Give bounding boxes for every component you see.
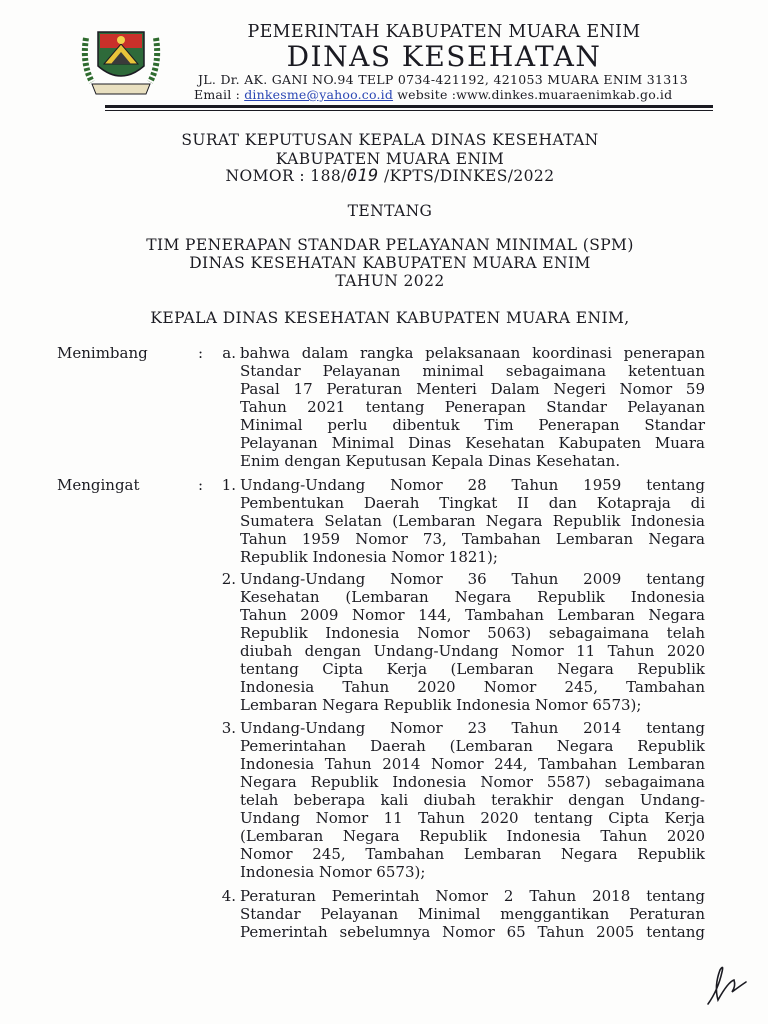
paragraph-line: Pelayanan Minimal Dinas Kesehatan Kabupaten Muara — [240, 434, 705, 452]
letterhead-rule-thick — [105, 105, 713, 108]
paragraph-line: Pemerintahan Daerah (Lembaran Negara Republik — [240, 737, 705, 755]
menimbang-colon: : — [198, 344, 204, 362]
agency-name: DINAS KESEHATAN — [286, 40, 602, 73]
paragraph-line: Tahun 2009 Nomor 144, Tambahan Lembaran Negara — [240, 606, 705, 624]
paragraph-line: Enim dengan Keputusan Kepala Dinas Kesehatan. — [240, 452, 621, 470]
paragraph-line: bahwa dalam rangka pelaksanaan koordinasi penerapan — [240, 344, 705, 362]
paragraph-line: Undang-Undang Nomor 23 Tahun 2014 tentang — [240, 719, 705, 737]
menimbang-paragraph — [240, 344, 705, 470]
mengingat-item-1 — [240, 476, 705, 566]
paragraph-line: Standar Pelayanan minimal sebagaimana ketentuan — [240, 362, 705, 380]
paragraph-line: Negara Republik Indonesia Nomor 5587) sebagaimana — [240, 773, 705, 791]
government-name: PEMERINTAH KABUPATEN MUARA ENIM — [247, 22, 641, 42]
paragraph-line: diubah dengan Undang-Undang Nomor 11 Tahun 2020 — [240, 642, 705, 660]
subject-line-2: DINAS KESEHATAN KABUPATEN MUARA ENIM — [189, 254, 591, 272]
decree-regency: KABUPATEN MUARA ENIM — [275, 150, 505, 168]
paragraph-line: Undang-Undang Nomor 36 Tahun 2009 tentang — [240, 570, 705, 588]
mengingat-label: Mengingat — [57, 476, 140, 494]
paragraph-line: Kesehatan (Lembaran Negara Republik Indonesia — [240, 588, 705, 606]
mengingat-item-3 — [240, 719, 705, 881]
agency-address: JL. Dr. AK. GANI NO.94 TELP 0734-421192, 421053 MUARA ENIM 31313 — [198, 72, 688, 87]
issuer-heading: KEPALA DINAS KESEHATAN KABUPATEN MUARA ENIM, — [150, 309, 630, 327]
paragraph-line: Tahun 1959 Nomor 73, Tambahan Lembaran Negara — [240, 530, 705, 548]
paragraph-line: (Lembaran Negara Republik Indonesia Tahun 2020 — [240, 827, 705, 845]
paragraph-line: Undang Nomor 11 Tahun 2020 tentang Cipta Kerja — [240, 809, 705, 827]
paragraph-line: Standar Pelayanan Minimal menggantikan Peraturan — [240, 905, 705, 923]
paragraph-line: telah beberapa kali diubah terakhir dengan Undang- — [240, 791, 705, 809]
letterhead-rule-thin — [105, 110, 713, 111]
decree-number — [100, 166, 680, 186]
paragraph-line: Tahun 2021 tentang Penerapan Standar Pelayanan — [240, 398, 705, 416]
paragraph-line: Pemerintah sebelumnya Nomor 65 Tahun 2005 tentang — [240, 923, 705, 941]
website-label: website : — [397, 87, 457, 102]
paragraph-line: Indonesia Nomor 6573); — [240, 863, 426, 881]
website-link[interactable]: www.dinkes.muaraenimkab.go.id — [456, 87, 673, 102]
menimbang-marker: a. — [222, 344, 236, 362]
decree-title: SURAT KEPUTUSAN KEPALA DINAS KESEHATAN — [181, 131, 599, 149]
item-3-marker: 3. — [221, 719, 236, 737]
paragraph-line: Indonesia Tahun 2020 Nomor 245, Tambahan — [240, 678, 705, 696]
item-4-marker: 4. — [221, 887, 236, 905]
decree-number-prefix: NOMOR : 188/ — [225, 167, 347, 185]
email-link[interactable]: dinkesme@yahoo.co.id — [244, 87, 394, 102]
paragraph-line: Sumatera Selatan (Lembaran Negara Republik Indonesia — [240, 512, 705, 530]
handwritten-initial-signature — [700, 960, 760, 1010]
item-1-marker: 1. — [221, 476, 236, 494]
paragraph-line: Lembaran Negara Republik Indonesia Nomor 6573); — [240, 696, 642, 714]
subject-line-1: TIM PENERAPAN STANDAR PELAYANAN MINIMAL (SPM) — [146, 236, 634, 254]
mengingat-colon: : — [198, 476, 204, 494]
subject-line-3: TAHUN 2022 — [335, 272, 445, 290]
paragraph-line: Undang-Undang Nomor 28 Tahun 1959 tentang — [240, 476, 705, 494]
paragraph-line: tentang Cipta Kerja (Lembaran Negara Republik — [240, 660, 705, 678]
decree-number-handwritten: 019 — [346, 166, 379, 186]
mengingat-item-2 — [240, 570, 705, 714]
agency-contact — [194, 87, 672, 102]
paragraph-line: Pasal 17 Peraturan Menteri Dalam Negeri Nomor 59 — [240, 380, 705, 398]
mengingat-item-4 — [240, 887, 705, 941]
paragraph-line: Indonesia Tahun 2014 Nomor 244, Tambahan Lembaran — [240, 755, 705, 773]
paragraph-line: Republik Indonesia Nomor 5063) sebagaimana telah — [240, 624, 705, 642]
paragraph-line: Republik Indonesia Nomor 1821); — [240, 548, 498, 566]
regency-emblem-logo — [78, 24, 164, 98]
paragraph-line: Minimal perlu dibentuk Tim Penerapan Standar — [240, 416, 705, 434]
item-2-marker: 2. — [221, 570, 236, 588]
paragraph-line: Peraturan Pemerintah Nomor 2 Tahun 2018 tentang — [240, 887, 705, 905]
menimbang-label: Menimbang — [57, 344, 148, 362]
paragraph-line: Nomor 245, Tambahan Lembaran Negara Republik — [240, 845, 705, 863]
email-label: Email : — [194, 87, 241, 102]
tentang-heading: TENTANG — [347, 202, 433, 220]
decree-number-suffix: /KPTS/DINKES/2022 — [378, 167, 555, 185]
paragraph-line: Pembentukan Daerah Tingkat II dan Kotapraja di — [240, 494, 705, 512]
